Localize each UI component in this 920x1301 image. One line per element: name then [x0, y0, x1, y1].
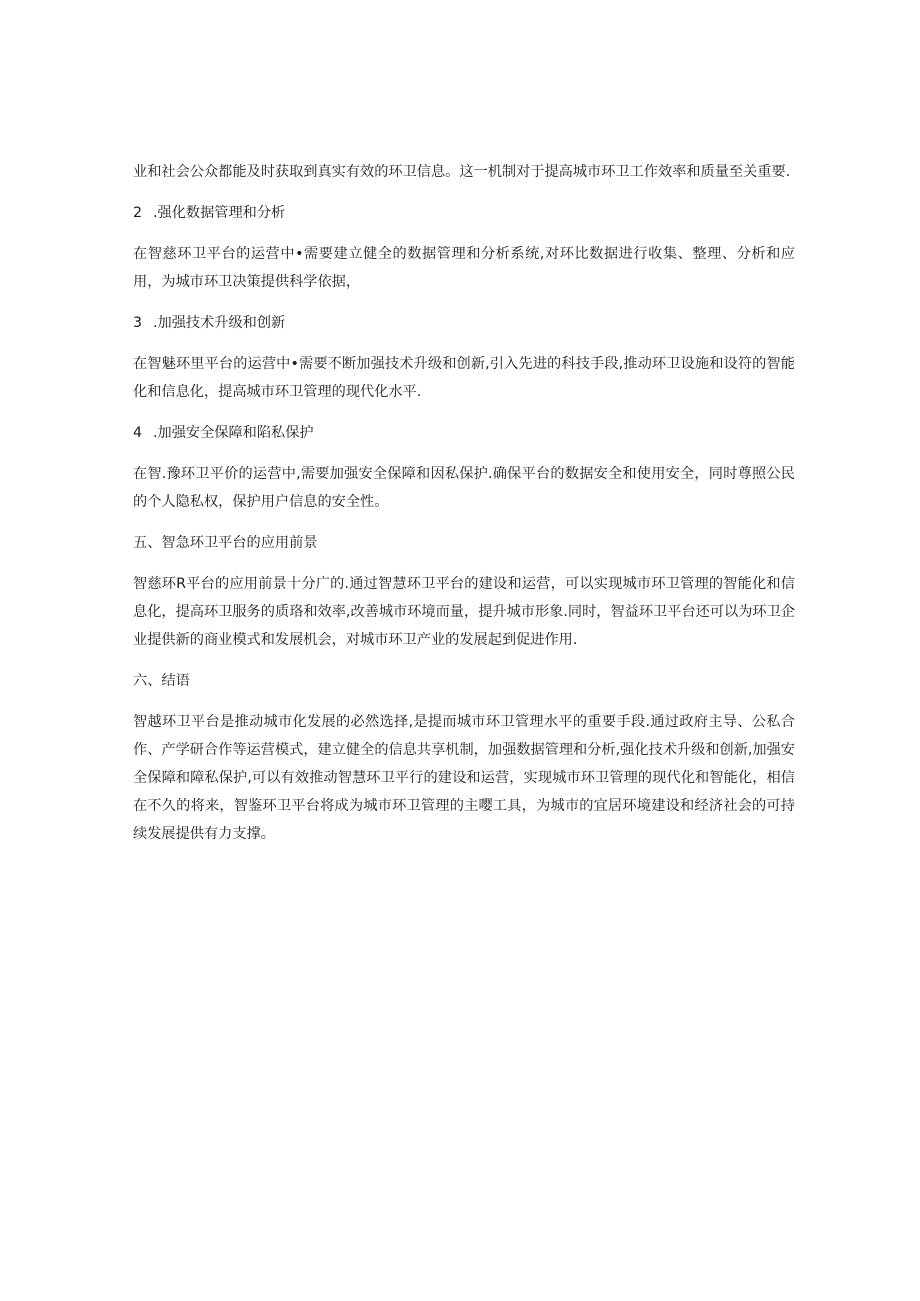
heading-tech-upgrade	[133, 309, 795, 337]
paragraph-tech-upgrade: 在智魅环里平台的运营中•需要不断加强技术升级和创新,引入先进的科技手段,推动环卫设施和设符的智能化和信息化，提高城市环卫管理的现代化水平.	[133, 356, 795, 400]
heading-data-management	[133, 199, 795, 227]
heading-security-privacy	[133, 419, 795, 447]
heading-number: 3	[133, 315, 143, 331]
paragraph-info-sharing-end: 业和社会公众都能及时获取到真实有效的环卫信息。这一机制对于提高城市环卫工作效率和质量至关重要.	[133, 164, 791, 180]
paragraph-application-prospects: 智慈环R平台的应用前景十分广的.通过智慧环卫平台的建设和运营，可以实现城市环卫管理的智能化和信息化，提高环卫服务的质珞和效率,改善城市环境而量，提升城市形象.同时，智益环卫平台还可以为环卫企业提供新的商业模式和发展机会，对城市环卫产业的发展起到促进作用.	[133, 576, 795, 648]
heading-text: .加强安全保障和陷私保护	[153, 425, 314, 441]
heading-text: .强化数据管理和分析	[153, 205, 286, 221]
paragraph-data-management: 在智慈环卫平台的运营中•需要建立健全的数据管理和分析系统,对环比数据进行收集、整理、分析和应用，为城市环卫决策提供科学依据，	[133, 246, 795, 290]
heading-number: 4	[133, 425, 143, 441]
heading-conclusion: 六、结语	[133, 673, 190, 689]
heading-number: 2	[133, 205, 143, 221]
heading-text: .加强技术升级和创新	[153, 315, 286, 331]
heading-application-prospects: 五、智急环卫平台的应用前景	[133, 535, 318, 551]
paragraph-conclusion: 智越环卫平台是推动城市化发展的必然选择,是提而城市环卫管理水平的重要手段.通过政府主导、公私合作、产学研合作等运营模式，建立健全的信息共享机制，加强数据管理和分析,强化技术升级和创新,加强安全保障和障私保护,可以有效推动智慧环卫平行的建设和运营，实现城市环卫管理的现代化和智能化，相信在不久的将来，智鉴环卫平台将成为城市环卫管理的主嘤工具，为城市的宜居环境建设和经济社会的可持续发展提供有力支撑。	[133, 714, 795, 842]
document-page	[133, 158, 795, 861]
paragraph-security-privacy: 在智.豫环卫平价的运营中,需要加强安全保障和因私保护.确保平台的数据安全和使用安全，同时尊照公民的个人隐私权，保护用户信息的安全性。	[133, 466, 795, 510]
